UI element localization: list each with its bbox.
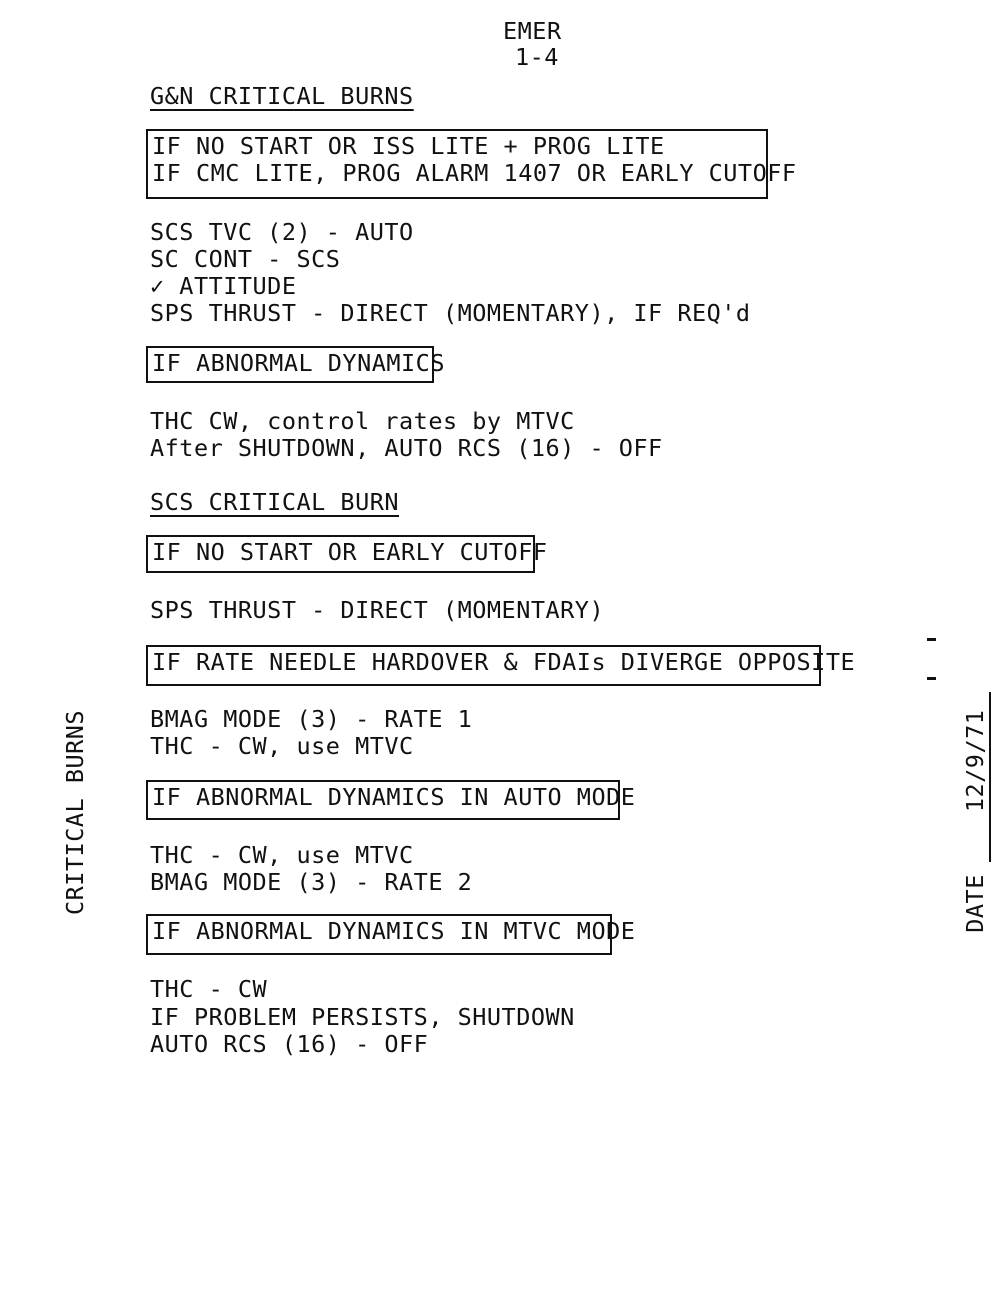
scs-heading: SCS CRITICAL BURN	[150, 488, 400, 516]
side-label: CRITICAL BURNS	[61, 709, 89, 915]
condition-line: IF ABNORMAL DYNAMICS IN MTVC MODE	[152, 917, 636, 945]
page-number: 1-4	[515, 43, 559, 71]
section-id: EMER	[503, 17, 562, 45]
gn-heading: G&N CRITICAL BURNS	[150, 82, 414, 110]
step-line: THC - CW, use MTVC	[150, 841, 414, 869]
scs-condition-box-3	[146, 780, 636, 820]
step-line: THC - CW	[150, 975, 268, 1003]
condition-line: IF ABNORMAL DYNAMICS	[152, 349, 445, 377]
step-line: ✓ ATTITUDE	[150, 272, 297, 300]
scs-condition-box-1	[146, 535, 548, 573]
step-line: SCS TVC (2) - AUTO	[150, 218, 414, 246]
condition-line: IF NO START OR EARLY CUTOFF	[152, 538, 548, 566]
scs-condition-box-2	[146, 645, 856, 686]
margin-mark	[927, 638, 936, 641]
condition-line: IF ABNORMAL DYNAMICS IN AUTO MODE	[152, 783, 636, 811]
step-line: THC CW, control rates by MTVC	[150, 407, 575, 435]
condition-line: IF NO START OR ISS LITE + PROG LITE	[152, 132, 665, 160]
step-line: IF PROBLEM PERSISTS, SHUTDOWN	[150, 1003, 575, 1031]
condition-line: IF CMC LITE, PROG ALARM 1407 OR EARLY CUTOFF	[152, 159, 797, 187]
step-line: AUTO RCS (16) - OFF	[150, 1030, 429, 1058]
step-line: THC - CW, use MTVC	[150, 732, 414, 760]
gn-condition-box-2	[146, 346, 445, 383]
step-line: SPS THRUST - DIRECT (MOMENTARY)	[150, 596, 605, 624]
step-line: SPS THRUST - DIRECT (MOMENTARY), IF REQ'd	[150, 299, 751, 327]
date-label: DATE	[961, 874, 989, 933]
step-line: BMAG MODE (3) - RATE 1	[150, 705, 473, 733]
date-value: 12/9/71	[962, 692, 991, 863]
gn-condition-box-1	[146, 129, 797, 199]
step-line: After SHUTDOWN, AUTO RCS (16) - OFF	[150, 434, 663, 462]
margin-mark	[927, 677, 936, 680]
date-block	[943, 692, 991, 952]
step-line: SC CONT - SCS	[150, 245, 341, 273]
step-line: BMAG MODE (3) - RATE 2	[150, 868, 473, 896]
scs-condition-box-4	[146, 914, 636, 955]
condition-line: IF RATE NEEDLE HARDOVER & FDAIs DIVERGE OPPOSITE	[152, 648, 856, 676]
